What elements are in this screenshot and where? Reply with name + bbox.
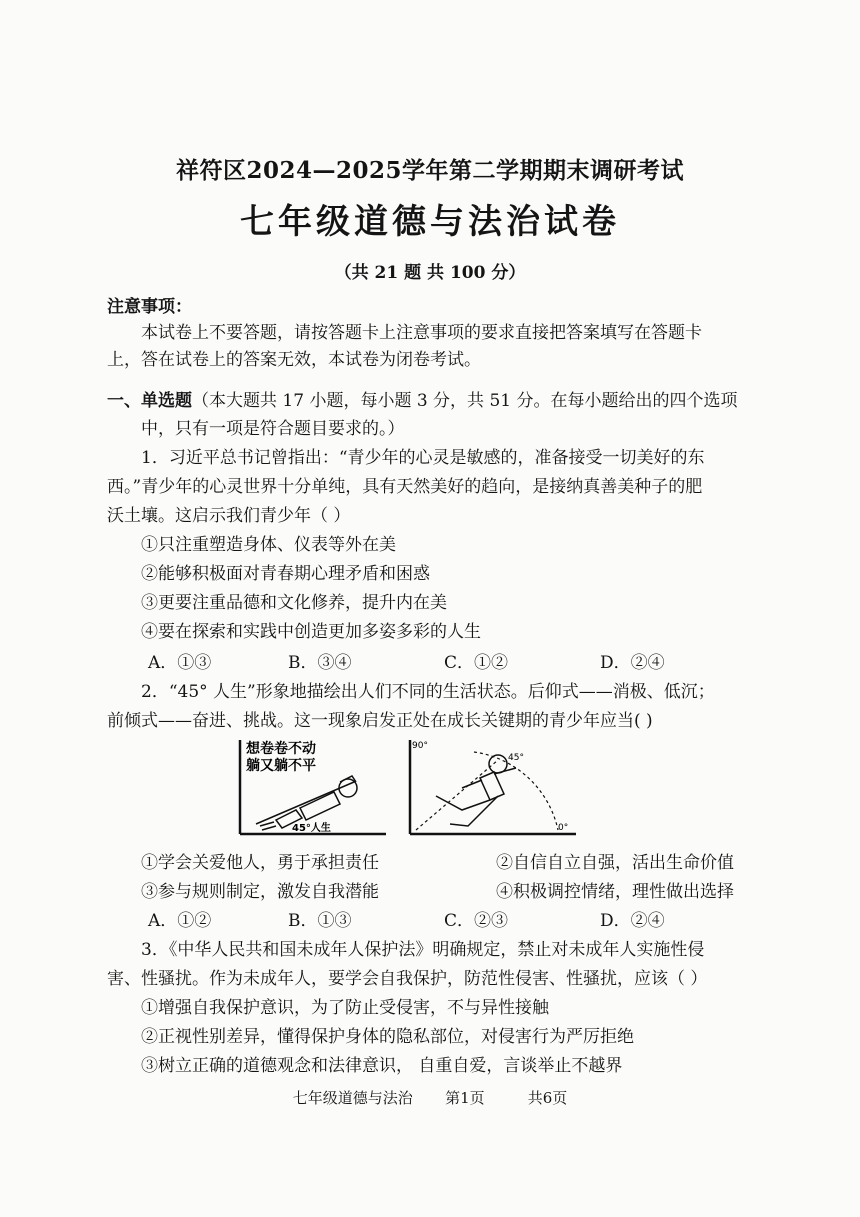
q3-stem-line1: 3．《中华人民共和国未成年人保护法》明确规定，禁止对未成年人实施性侵: [141, 940, 705, 960]
q3-statement-1: ①增强自我保护意识，为了防止受侵害，不与异性接触: [141, 998, 549, 1018]
right-top-label: 90°: [412, 741, 428, 751]
left-bottom-label: 45°人生: [292, 823, 331, 834]
q2-statement-1: ①学会关爱他人，勇于承担责任: [141, 853, 379, 873]
section-1-desc-line2: 中，只有一项是符合题目要求的。）: [141, 419, 405, 439]
footer-subject: 七年级道德与法治: [292, 1089, 413, 1107]
q1-statement-2: ②能够积极面对青春期心理矛盾和困惑: [141, 564, 430, 584]
q3-stem-line2: 害、性骚扰。作为未成年人，要学会自我保护，防范性侵害、性骚扰，应该（ ）: [107, 969, 708, 989]
q2-statement-4: ④积极调控情绪，理性做出选择: [496, 882, 734, 902]
exam-title-line2: 七年级道德与法治试卷: [240, 202, 620, 242]
q2-option-b: B．①③: [288, 911, 352, 931]
q2-stem-line2: 前倾式——奋进、挑战。这一现象启发正处在成长关键期的青少年应当( ): [107, 711, 653, 731]
q1-option-c: C．①②: [444, 653, 509, 673]
q1-option-d: D．②④: [600, 653, 665, 673]
footer-page-number: 第1页: [445, 1089, 485, 1107]
left-caption-line2: 躺又躺不平: [246, 758, 316, 774]
right-mid-label: 45°: [508, 753, 524, 763]
q1-stem-line2: 西。”青少年的心灵世界十分单纯，具有天然美好的趋向，是接纳真善美种子的肥: [107, 477, 703, 497]
footer-total-pages: 共6页: [527, 1089, 568, 1107]
q1-option-a: A．①③: [148, 653, 212, 673]
q3-statement-2: ②正视性别差异，懂得保护身体的隐私部位，对侵害行为严厉拒绝: [141, 1027, 634, 1047]
q2-option-d: D．②④: [600, 911, 665, 931]
q2-option-a: A．①②: [148, 911, 212, 931]
section-1-header: [107, 386, 738, 411]
lying-person-panel: [240, 740, 386, 834]
exam-subtitle: （共 21 题 共 100 分）: [334, 263, 526, 283]
exam-title-line1: 祥符区2024—2025学年第二学期期末调研考试: [175, 157, 685, 184]
q1-option-b: B．③④: [288, 653, 352, 673]
q3-statement-3: ③树立正确的道德观念和法律意识， 自重自爱，言谈举止不越界: [141, 1056, 623, 1076]
section-1-desc-line1: （本大题共 17 小题，每小题 3 分，共 51 分。在每小题给出的四个选项: [192, 391, 738, 411]
q1-stem-line3: 沃土壤。这启示我们青少年（ ）: [107, 506, 351, 526]
notice-line-2: 上，答在试卷上的答案无效，本试卷为闭卷考试。: [107, 350, 481, 370]
section-1-heading: 一、单选题: [107, 391, 192, 411]
q2-option-c: C．②③: [444, 911, 509, 931]
notice-heading: 注意事项：: [107, 297, 192, 317]
q2-stem-line1: 2．“45° 人生”形象地描绘出人们不同的生活状态。后仰式——消极、低沉；: [141, 682, 715, 702]
q1-statement-4: ④要在探索和实践中创造更加多姿多彩的人生: [141, 622, 481, 642]
left-caption-line1: 想卷卷不动: [246, 741, 316, 757]
q1-statement-1: ①只注重塑造身体、仪表等外在美: [141, 535, 396, 555]
q2-statement-2: ②自信自立自强，活出生命价值: [496, 853, 734, 873]
leaning-person-panel: [410, 740, 576, 834]
notice-line-1: 本试卷上不要答题，请按答题卡上注意事项的要求直接把答案填写在答题卡: [141, 323, 702, 343]
q2-statement-3: ③参与规则制定，激发自我潜能: [141, 882, 379, 902]
page-footer: [0, 1087, 860, 1108]
q1-statement-3: ③更要注重品德和文化修养，提升内在美: [141, 593, 447, 613]
q2-illustration: [236, 738, 588, 838]
right-bottom-label: 0°: [558, 823, 569, 833]
q1-stem-line1: 1．习近平总书记曾指出：“青少年的心灵是敏感的，准备接受一切美好的东: [141, 448, 705, 468]
